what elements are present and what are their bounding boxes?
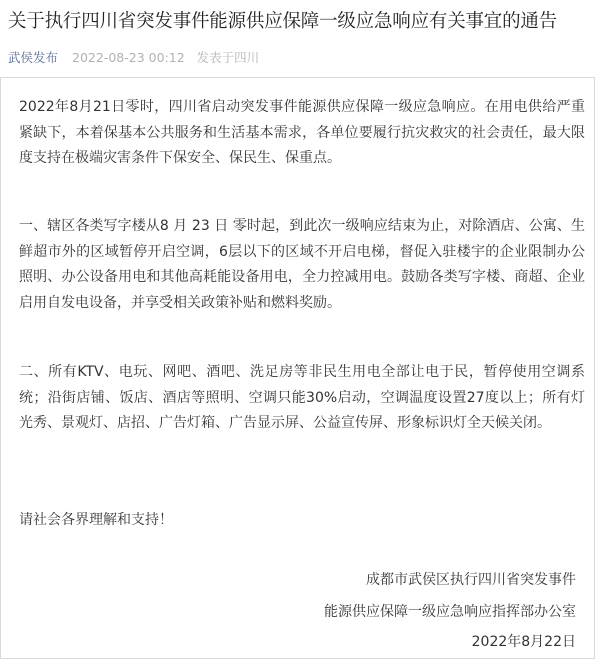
signature-date: 2022年8月22日: [471, 634, 576, 650]
notice-card: [0, 77, 595, 659]
notice-paragraph-entertainment: 二、所有KTV、电玩、网吧、酒吧、洗足房等非民生用电全部让电于民，暂停使用空调系统；沿街店铺、饭店、酒店等照明、空调只能30%启动，空调温度设置27度以上；所有灯光秀、景观灯、店招、广告灯箱、广告显示屏、公益宣传屏、形象标识灯全天候关闭。: [19, 364, 585, 431]
notice-paragraph-closing: 请社会各界理解和支持！: [19, 512, 173, 528]
signature-line-1: 成都市武侯区执行四川省突发事件: [366, 572, 576, 588]
notice-paragraph-intro: 2022年8月21日零时，四川省启动突发事件能源供应保障一级应急响应。在用电供给严重紧缺下，本着保基本公共服务和生活基本需求，各单位要履行抗灾救灾的社会责任，最大限度支持在极端灾害条件下保安全、保民生、保重点。: [19, 99, 585, 166]
publish-location: 发表于四川: [196, 50, 260, 65]
publish-datetime: 2022-08-23 00:12: [72, 50, 185, 65]
article-meta: [8, 49, 259, 67]
notice-paragraph-office-buildings: 一、辖区各类写字楼从8 月 23 日 零时起，到此次一级响应结束为止，对除酒店、公寓、生鲜超市外的区域暂停开启空调，6层以下的区域不开启电梯，督促入驻楼宇的企业限制办公照明、办公设备用电和其他高耗能设备用电，全力控减用电。鼓励各类写字楼、商超、企业启用自发电设备，并享受相关政策补贴和燃料奖励。: [19, 218, 585, 311]
author-link[interactable]: 武侯发布: [8, 50, 59, 65]
signature-line-2: 能源供应保障一级应急响应指挥部办公室: [324, 604, 576, 620]
article-title: 关于执行四川省突发事件能源供应保障一级应急响应有关事宜的通告: [8, 11, 558, 32]
